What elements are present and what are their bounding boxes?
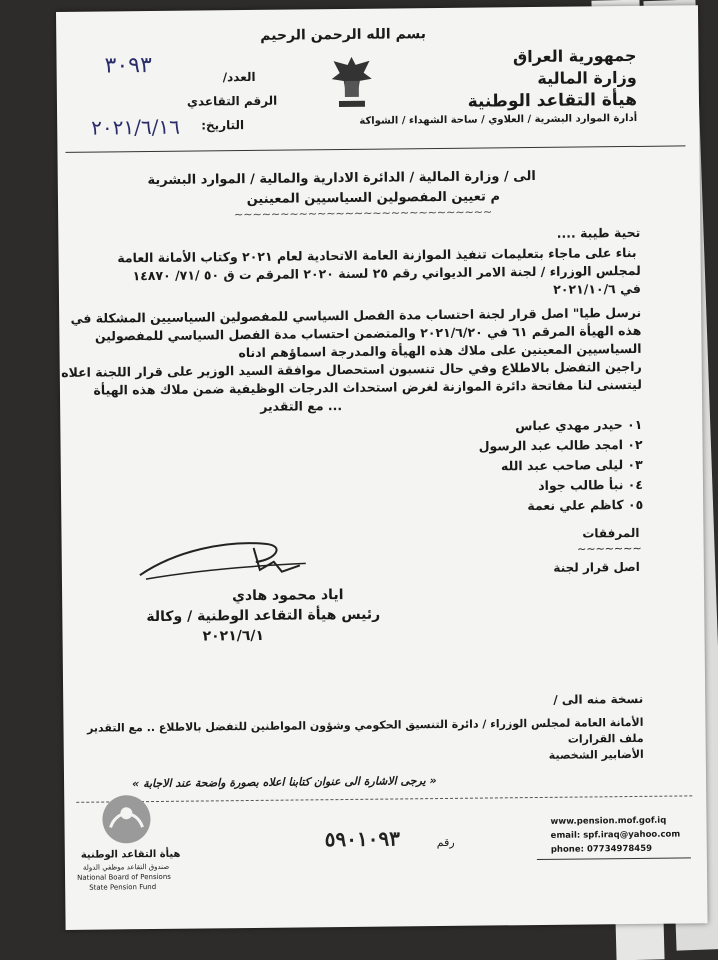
addressee-line: الى / وزارة المالية / الدائرة الادارية والمالية / الموارد البشرية xyxy=(147,168,536,189)
name-text: ليلى صاحب عبد الله xyxy=(500,457,624,474)
logo-text-en-sub: State Pension Fund xyxy=(89,882,157,892)
paragraph-2-line-2: هذه الهيأة المرقم ٦١ في ٢٠٢١/٦/٢٠ والمتضمن احتساب مدة الفصل السياسي للمفصولين xyxy=(94,322,642,344)
paragraph-1-line-1: بناء على ماجاء بتعليمات تنفيذ الموازنة العامة الاتحادية لعام ٢٠٢١ وكتاب الأمانة العامة xyxy=(117,244,637,266)
name-number: ٠٥ xyxy=(627,496,644,513)
logo-text-en: National Board of Pensions xyxy=(77,872,171,882)
document-page xyxy=(56,5,708,930)
logo-text-ar-sub: صندوق التقاعد موظفي الدولة xyxy=(82,862,170,872)
org-line-republic: جمهورية العراق xyxy=(512,45,637,67)
dept-line: أدارة الموارد البشرية / العلاوي / ساحة الشهداء / الشواكة xyxy=(359,112,638,127)
handwritten-signature xyxy=(135,529,316,591)
phone: phone: 07734978459 xyxy=(550,843,653,855)
eagle-emblem xyxy=(326,53,377,116)
attachments-title: المرفقات xyxy=(582,525,640,541)
website: www.pension.mof.gof.iq xyxy=(550,815,667,827)
paragraph-1-line-3: في ٢٠٢١/١٠/٦ xyxy=(553,280,642,297)
name-item xyxy=(538,476,643,495)
name-item xyxy=(515,416,642,435)
date-label: التاريخ: xyxy=(201,118,245,133)
org-line-ministry: وزارة المالية xyxy=(537,67,637,88)
name-item xyxy=(527,496,643,515)
attachments-item: اصل قرار لجنة xyxy=(553,559,640,575)
subject-divider: ~~~~~~~~~~~~~~~~~~~~~~~~~~~~ xyxy=(234,205,493,222)
paragraph-3-line-3: ... مع التقدير xyxy=(260,398,343,414)
paragraph-1-line-2: لمجلس الوزراء / لجنة الامر الديواني رقم ٢٥ لسنة ٢٠٢٠ المرقم ت ق ٥٠ /٧١/ ١٤٨٧٠ xyxy=(132,262,641,284)
copies-item: ملف القرارات xyxy=(567,731,644,746)
greeting: تحية طيبة .... xyxy=(556,224,641,241)
name-item xyxy=(479,436,643,456)
name-item xyxy=(501,456,643,475)
paragraph-2-line-3: السياسيين المعينين على ملاك هذه الهيأة والمدرجة اسماؤهم ادناه xyxy=(238,340,642,361)
name-text: امجد طالب عبد الرسول xyxy=(478,437,624,454)
handwritten-date: ٢٠٢١/٦/١٦ xyxy=(91,114,181,140)
basmala: بسم الله الرحمن الرحيم xyxy=(260,26,427,44)
email: email: spf.iraq@yahoo.com xyxy=(550,829,681,841)
signatory-name: اياد محمود هادي xyxy=(232,587,344,605)
subject-line: م تعيين المفصولين السياسيين المعينين xyxy=(246,189,501,208)
signature-date: ٢٠٢١/٦/١ xyxy=(202,627,265,645)
copies-item: الأضابير الشخصية xyxy=(548,747,644,762)
paragraph-2-line-1: نرسل طيا" اصل قرار لجنة احتساب مدة الفصل السياسي للمفصولين السياسيين المشكلة في xyxy=(70,304,642,326)
attachments-divider: ~~~~~~~ xyxy=(577,541,642,556)
handwritten-number: ٣٠٩٣ xyxy=(104,53,152,79)
name-number: ٠٣ xyxy=(627,456,643,473)
number-label: العدد/ xyxy=(222,69,256,85)
name-number: ٠١ xyxy=(627,416,643,433)
name-text: كاظم علي نعمة xyxy=(527,497,624,514)
copies-item: الأمانة العامة لمجلس الوزراء / دائرة التنسيق الحكومي وشؤون المواطنين للتفضل بالاطلاع .. مع التقدير xyxy=(86,715,644,735)
paragraph-3-line-2: ليتسنى لنا مفاتحة دائرة الموازنة لغرض استحداث الدرجات الوظيفية ضمن ملاك هذه الهيأة xyxy=(93,376,643,398)
org-line-board: هيأة التقاعد الوطنية xyxy=(467,89,638,112)
pension-number-label: الرقم التقاعدي xyxy=(186,93,278,109)
logo-text-ar: هيأة التقاعد الوطنية xyxy=(80,848,181,861)
pension-board-logo xyxy=(98,791,155,848)
copies-title: نسخة منه الى / xyxy=(553,691,644,707)
paragraph-3-line-1: راجين التفضل بالاطلاع وفي حال تنسبون استحصال موافقة السيد الوزير على قرار اللجنة اعلاه xyxy=(61,358,642,380)
signatory-title: رئيس هيأة التقاعد الوطنية / وكالة xyxy=(146,606,381,626)
footer-bottom-rule xyxy=(537,857,691,860)
name-text: نبأ طالب جواد xyxy=(538,477,624,493)
serial-label: رقم xyxy=(436,835,455,850)
reply-notice: « يرجى الاشارة الى عنوان كتابنا اعلاه بصورة واضحة عند الاجابة » xyxy=(132,774,437,791)
serial-number: ٥٩٠١٠٩٣ xyxy=(324,826,401,852)
name-number: ٠٤ xyxy=(627,476,644,493)
name-text: حيدر مهدي عباس xyxy=(515,417,623,434)
name-number: ٠٢ xyxy=(627,436,643,453)
header-rule xyxy=(65,145,685,152)
footer-rule xyxy=(76,795,692,802)
